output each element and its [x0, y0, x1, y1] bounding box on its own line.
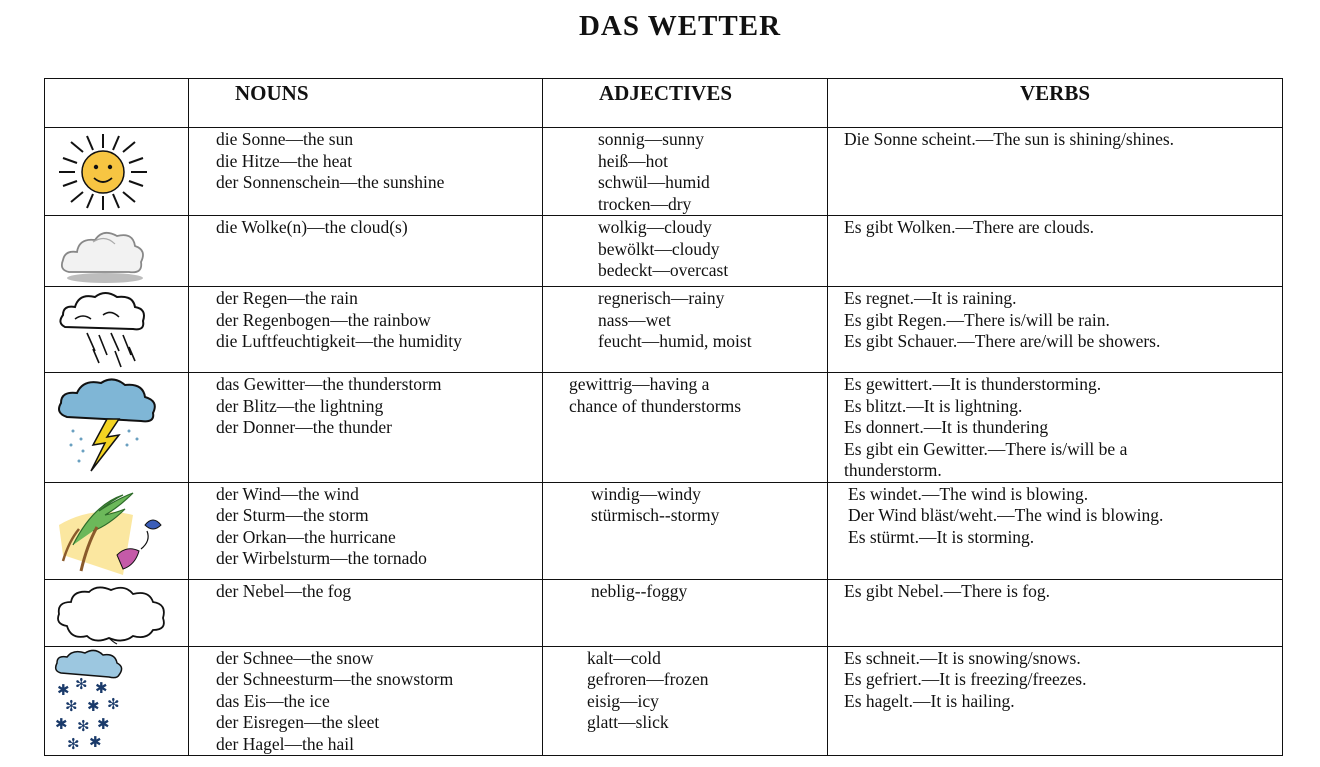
- header-nouns: NOUNS: [189, 79, 543, 128]
- table-row-cloud: [45, 216, 1283, 287]
- header-adjectives: ADJECTIVES: [543, 79, 828, 128]
- adjectives-cell: kalt—cold gefroren—frozen eisig—icy glatt—slick: [543, 646, 828, 756]
- adjectives-cell: sonnig—sunny heiß—hot schwül—humid trocken—dry: [543, 128, 828, 216]
- thunderstorm-icon: [53, 375, 163, 475]
- verbs-cell: Es schneit.—It is snowing/snows. Es gefriert.—It is freezing/freezes. Es hagelt.—It is hailing.: [828, 646, 1283, 756]
- page-title: DAS WETTER: [578, 10, 782, 42]
- nouns-cell: das Gewitter—the thunderstorm der Blitz—the lightning der Donner—the thunder: [189, 373, 543, 483]
- verbs-cell: Es regnet.—It is raining. Es gibt Regen.—There is/will be rain. Es gibt Schauer.—There are/will be showers.: [828, 287, 1283, 373]
- adjectives-cell: gewittrig—having a chance of thunderstorms: [543, 373, 828, 483]
- svg-text:✱: ✱: [55, 714, 68, 733]
- snow-icon: [53, 649, 129, 753]
- adjectives-cell: neblig--foggy: [543, 579, 828, 646]
- adjectives-cell: windig—windy stürmisch--stormy: [543, 482, 828, 579]
- verbs-cell: Es gibt Wolken.—There are clouds.: [828, 216, 1283, 287]
- svg-text:✱: ✱: [87, 696, 100, 715]
- table-row-thunderstorm: [45, 373, 1283, 483]
- cloud-icon: [53, 218, 153, 286]
- svg-text:✱: ✱: [89, 732, 102, 751]
- sun-icon: [53, 130, 153, 214]
- verbs-cell: Es gibt Nebel.—There is fog.: [828, 579, 1283, 646]
- nouns-cell: der Wind—the wind der Sturm—the storm der Orkan—the hurricane der Wirbelsturm—the tornado: [189, 482, 543, 579]
- wind-icon: [53, 485, 165, 579]
- header-icon-column: [45, 79, 189, 128]
- adjectives-cell: regnerisch—rainy nass—wet feucht—humid, moist: [543, 287, 828, 373]
- svg-text:✻: ✻: [65, 696, 78, 715]
- svg-text:✱: ✱: [97, 714, 110, 733]
- table-row-sun: [45, 128, 1283, 216]
- svg-text:✻: ✻: [67, 734, 80, 753]
- svg-text:✻: ✻: [75, 674, 88, 693]
- nouns-cell: der Nebel—the fog: [189, 579, 543, 646]
- svg-text:✻: ✻: [77, 716, 90, 735]
- header-verbs: VERBS: [828, 79, 1283, 128]
- adjectives-cell: wolkig—cloudy bewölkt—cloudy bedeckt—overcast: [543, 216, 828, 287]
- nouns-cell: der Schnee—the snow der Schneesturm—the snowstorm das Eis—the ice der Eisregen—the sleet der Hagel—the hail: [189, 646, 543, 756]
- weather-vocabulary-table: [44, 78, 1283, 756]
- verbs-cell: Es windet.—The wind is blowing. Der Wind bläst/weht.—The wind is blowing. Es stürmt.—It is storming.: [828, 482, 1283, 579]
- table-row-rain: [45, 287, 1283, 373]
- table-row-wind: [45, 482, 1283, 579]
- verbs-cell: Die Sonne scheint.—The sun is shining/shines.: [828, 128, 1283, 216]
- svg-text:✱: ✱: [57, 680, 70, 699]
- table-row-snow: [45, 646, 1283, 756]
- nouns-cell: die Wolke(n)—the cloud(s): [189, 216, 543, 287]
- nouns-cell: der Regen—the rain der Regenbogen—the rainbow die Luftfeuchtigkeit—the humidity: [189, 287, 543, 373]
- table-row-fog: [45, 579, 1283, 646]
- verbs-cell: Es gewittert.—It is thunderstorming. Es blitzt.—It is lightning. Es donnert.—It is thundering Es gibt ein Gewitter.—There is/will be a thunderstorm.: [828, 373, 1283, 483]
- fog-icon: [53, 582, 171, 646]
- header-row: [45, 79, 1283, 128]
- svg-text:✱: ✱: [95, 678, 108, 697]
- svg-text:✻: ✻: [107, 694, 120, 713]
- nouns-cell: die Sonne—the sun die Hitze—the heat der Sonnenschein—the sunshine: [189, 128, 543, 216]
- rain-cloud-icon: [53, 289, 153, 371]
